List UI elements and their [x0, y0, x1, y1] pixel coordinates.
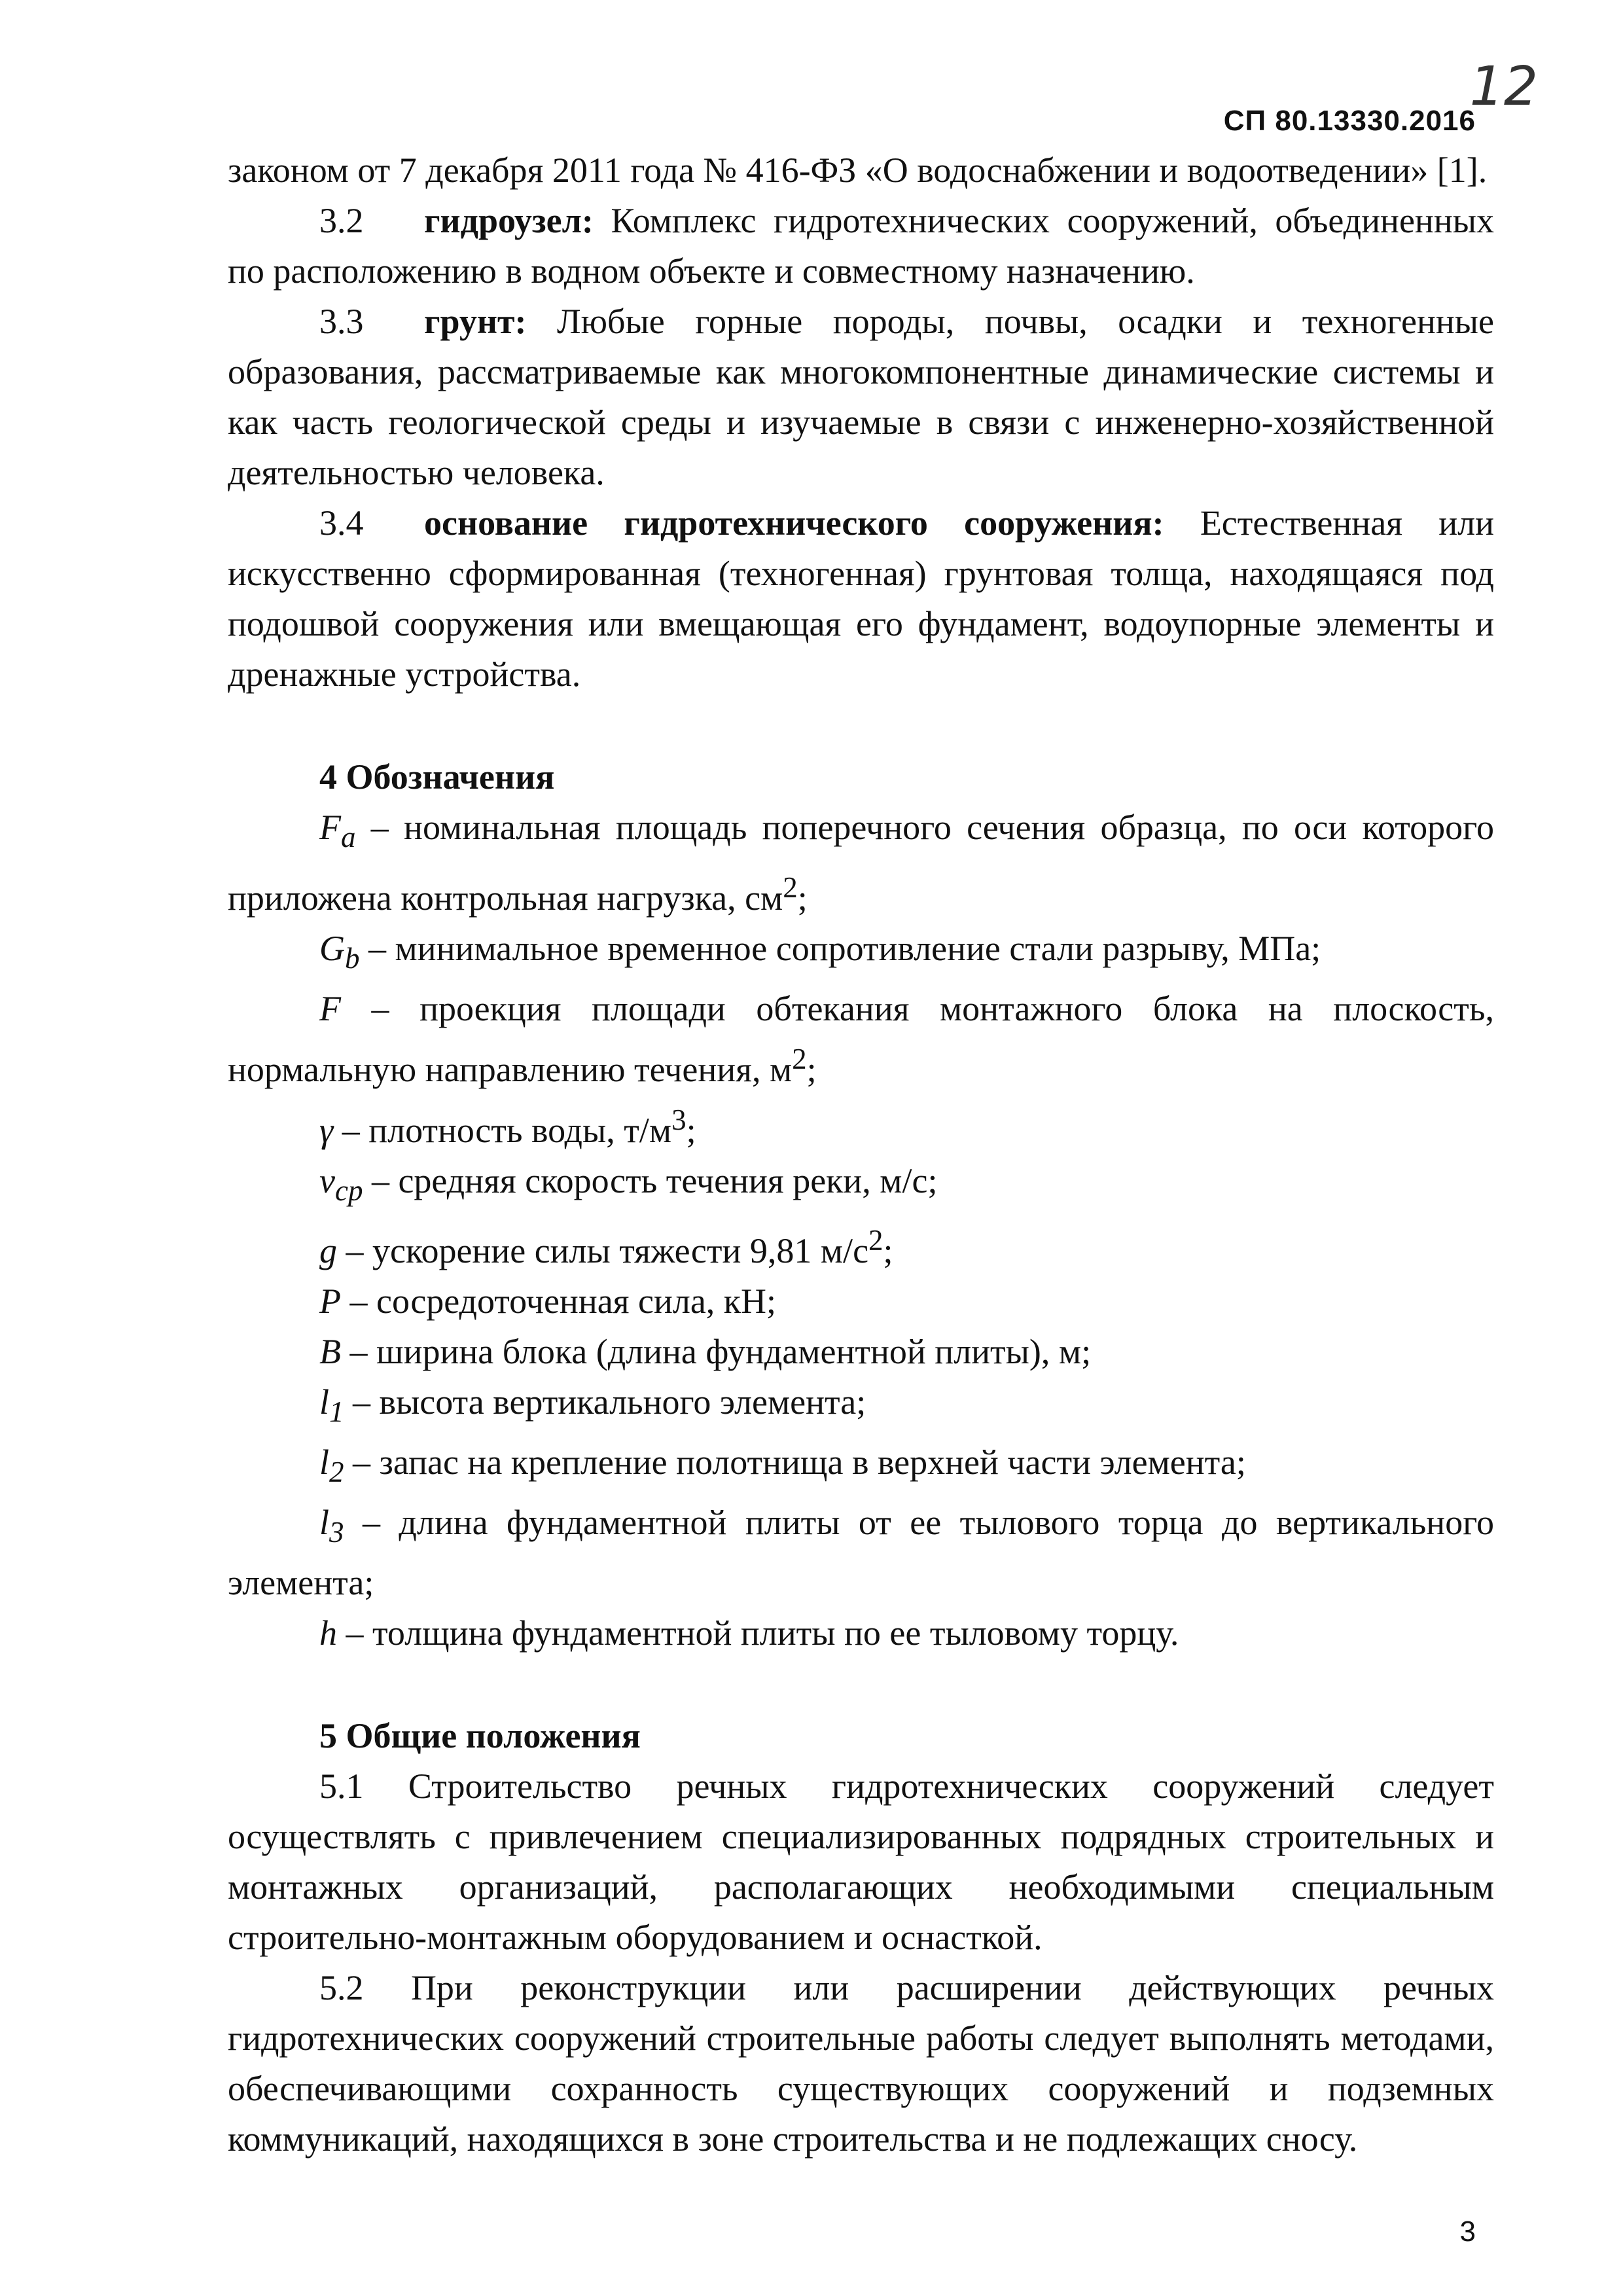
symbol: B: [319, 1332, 341, 1372]
symbol-item: [228, 802, 1494, 924]
symbol-item: [228, 1377, 1494, 1437]
paragraph-5-2: 5.2 При реконструкции или расширении действующих речных гидротехнических сооружений строительные работы следует выполнять методами, обеспечивающими сохранность существующих сооружений и подземных коммуникаций, находящихся в зоне строительства и не подлежащих сносу.: [228, 1967, 1494, 2159]
symbol-item: [228, 1156, 1494, 1216]
symbol-description: – длина фундаментной плиты от ее тылового торца до вертикального элемента;: [228, 1502, 1494, 1602]
symbol: l: [319, 1443, 330, 1482]
symbol-description: – плотность воды, т/м: [333, 1110, 672, 1150]
section-4-heading: 4 Обозначения: [319, 757, 555, 797]
symbol-item: [228, 984, 1494, 1095]
symbol-item: [228, 1498, 1494, 1608]
symbol-description: – сосредоточенная сила, кН;: [341, 1282, 777, 1321]
symbol: G: [319, 928, 345, 968]
symbol-subscript: a: [341, 820, 356, 853]
symbol-description: – высота вертикального элемента;: [344, 1382, 866, 1422]
symbol-subscript: 3: [329, 1515, 344, 1549]
term-3-4: 3.4 основание гидротехнического сооружения: Естественная или искусственно сформированная (техногенная) грунтовая толща, находящаяся под подошвой сооружения или вмещающая его фундамент, водоупорные элементы и дренажные устройства.: [228, 503, 1494, 694]
symbols-list: [228, 802, 1494, 1659]
symbol-description: – запас на крепление полотнища в верхней части элемента;: [344, 1443, 1246, 1482]
symbol: h: [319, 1613, 337, 1653]
handwritten-page-mark: 12: [1469, 56, 1538, 118]
unit-exponent: 2: [792, 1042, 807, 1075]
page-number: 3: [1459, 2215, 1476, 2248]
symbol-description: – номинальная площадь поперечного сечения образца, по оси которого приложена контрольная нагрузка, см: [228, 808, 1494, 918]
symbol-description: – проекция площади обтекания монтажного блока на плоскость, нормальную направлению течения, м: [228, 988, 1494, 1089]
symbol-description: – средняя скорость течения реки, м/с;: [363, 1160, 938, 1200]
unit-exponent: 2: [783, 870, 798, 904]
symbol-description: – ускорение силы тяжести 9,81 м/с: [337, 1231, 869, 1271]
term-3-3: 3.3 грунт: Любые горные породы, почвы, осадки и техногенные образования, рассматриваемые как многокомпонентные динамические системы и как часть геологической среды и изучаемые в связи с инженерно-хозяйственной деятельностью человека.: [228, 302, 1494, 492]
symbol: l: [319, 1382, 330, 1422]
symbol-description: – толщина фундаментной плиты по ее тыловому торцу.: [337, 1613, 1179, 1653]
paragraph-5-1: 5.1 Строительство речных гидротехнических сооружений следует осуществлять с привлечением специализированных подрядных строительных и монтажных организаций, располагающих необходимыми специальным строительно-монтажным оборудованием и оснасткой.: [228, 1766, 1494, 1957]
term-3-2: 3.2 гидроузел: Комплекс гидротехнических сооружений, объединенных по расположению в водном объекте и совместному назначению.: [228, 201, 1494, 291]
intro-continuation: законом от 7 декабря 2011 года № 416-ФЗ «О водоснабжении и водоотведении» [1].: [228, 151, 1488, 190]
symbol-description: – ширина блока (длина фундаментной плиты), м;: [341, 1332, 1092, 1372]
symbol-subscript: cp: [334, 1174, 363, 1207]
symbol-subscript: b: [345, 941, 360, 975]
symbol: P: [319, 1282, 341, 1321]
punctuation: ;: [797, 878, 808, 918]
symbol-subscript: 2: [329, 1455, 344, 1488]
symbol-item: [228, 1095, 1494, 1156]
symbol: v: [319, 1160, 335, 1200]
section-5-heading: 5 Общие положения: [319, 1715, 641, 1755]
unit-exponent: 2: [868, 1224, 883, 1257]
symbol-item: [228, 1276, 1494, 1327]
document-body: [228, 145, 1494, 2164]
punctuation: ;: [806, 1049, 817, 1089]
symbol-item: [228, 1437, 1494, 1498]
symbol-description: – минимальное временное сопротивление стали разрыву, МПа;: [359, 928, 1321, 968]
punctuation: ;: [686, 1110, 696, 1150]
symbol-item: [228, 1327, 1494, 1377]
symbol-subscript: 1: [329, 1395, 344, 1429]
unit-exponent: 3: [671, 1103, 687, 1136]
symbol-item: [228, 924, 1494, 984]
symbol: F: [319, 808, 341, 847]
symbol-item: [228, 1215, 1494, 1276]
symbol-item: [228, 1608, 1494, 1659]
symbol: l: [319, 1502, 330, 1542]
symbol: γ: [319, 1110, 334, 1150]
document-code: СП 80.13330.2016: [1223, 105, 1476, 137]
punctuation: ;: [883, 1231, 893, 1271]
symbol: g: [319, 1231, 337, 1271]
symbol: F: [319, 988, 341, 1028]
